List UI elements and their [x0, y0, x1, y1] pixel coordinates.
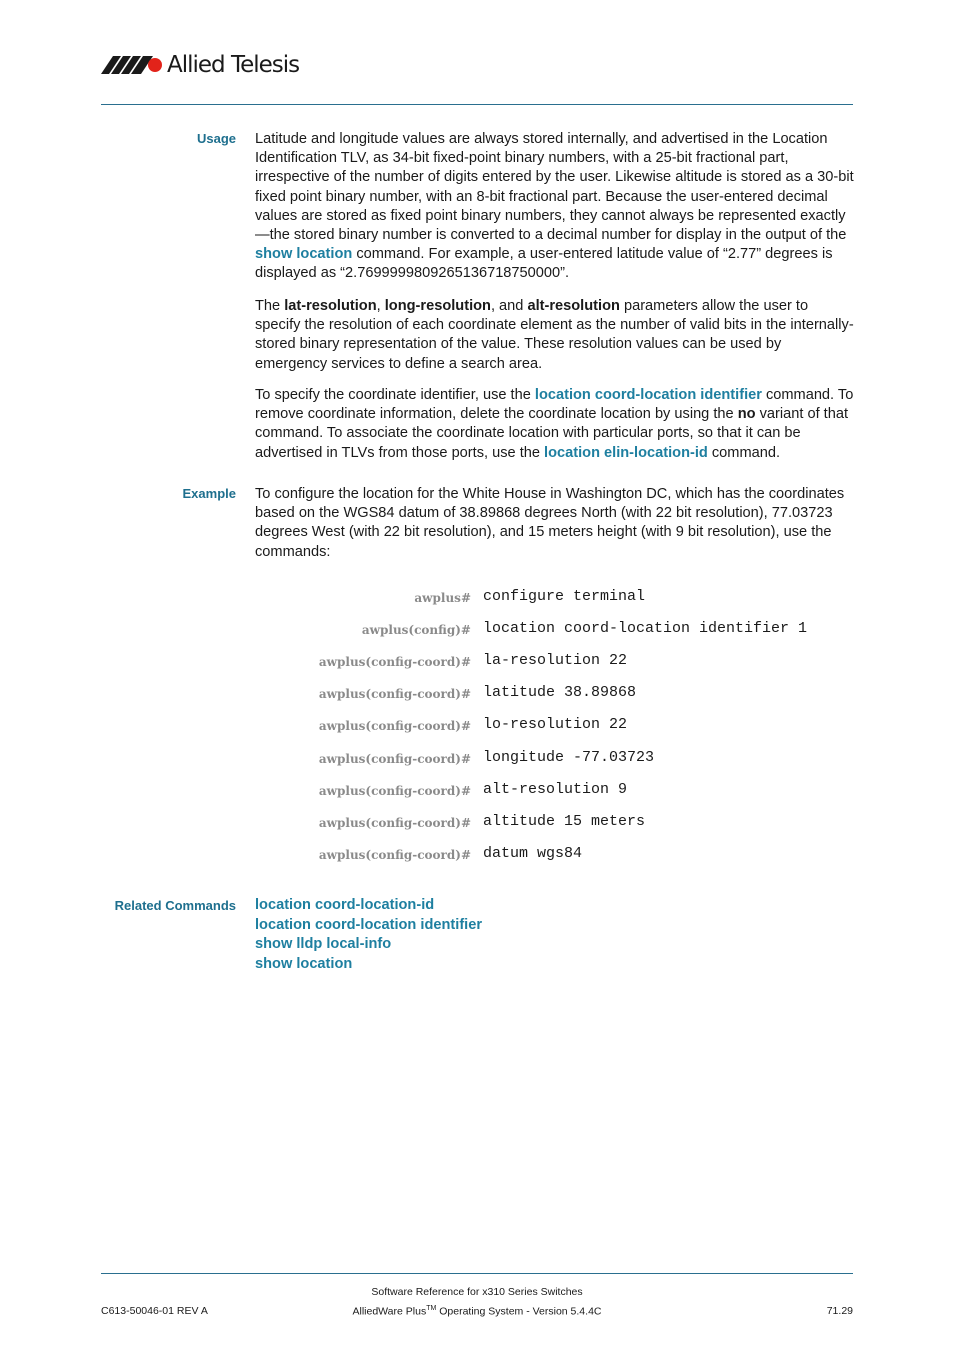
- related-link-location-coord-location-identifier[interactable]: location coord-location identifier: [255, 916, 483, 933]
- bold-keyword: alt-resolution: [527, 298, 620, 314]
- footer-page-number: 71.29: [826, 1305, 853, 1317]
- paragraph-text: parameters allow the user to specify the resolution of each coordinate element as the number of valid bits in the internally-stored binary representation of the value. These resolution values can be used by emergency services to define a search area.: [255, 298, 854, 372]
- paragraph-text: command. To remove coordinate information, delete the coordinate location by using the: [255, 387, 854, 423]
- header-rule: [101, 104, 853, 105]
- usage-label: Usage: [196, 131, 236, 146]
- cli-prompt: awplus(config-coord)#: [318, 783, 471, 798]
- footer-title: Software Reference for x310 Series Switches: [371, 1286, 583, 1298]
- cli-command: longitude -77.03723: [483, 748, 655, 766]
- cli-command: lo-resolution 22: [483, 716, 628, 734]
- cli-command: latitude 38.89868: [483, 684, 637, 702]
- usage-paragraph-2: [255, 297, 855, 374]
- cli-prompt: awplus#: [414, 591, 471, 605]
- bold-keyword: no: [737, 406, 756, 423]
- paragraph-text: ,: [376, 298, 385, 314]
- cli-prompt: awplus(config-coord)#: [318, 719, 471, 734]
- paragraph-text: The: [255, 298, 285, 314]
- logo-wordmark: Allied Telesis: [167, 52, 300, 78]
- cli-prompt: awplus(config)#: [361, 623, 471, 638]
- cli-command: datum wgs84: [483, 844, 583, 862]
- inline-command-link[interactable]: show location: [255, 246, 353, 263]
- paragraph-text: variant of that command. To associate the coordinate location with particular ports, so that it can be advertised in TLVs from those ports, use the: [255, 406, 849, 461]
- footer-os-version: AlliedWare Plus™ Operating System - Version 5.4.4C: [352, 1305, 602, 1318]
- related-link-show-lldp-local-info[interactable]: show lldp local-info: [255, 936, 392, 952]
- paragraph-text: Latitude and longitude values are always stored internally, and advertised in the Location Identification TLV, as 34-bit fixed-point binary numbers, with a 25-bit fractional part, irrespective of the number of digits entered by the user. Likewise altitude is stored as a 30-bit fixed point binary number, with an 8-bit fractional part. Because the user-entered decimal values are stored as fixed point binary numbers, they cannot always be represented exactly—the stored binary number is converted to a decimal number for display in the output of the: [255, 131, 854, 244]
- related-link-show-location[interactable]: show location: [255, 955, 353, 972]
- cli-command: la-resolution 22: [483, 652, 628, 670]
- usage-paragraph-1: [255, 130, 855, 284]
- footer-rule: [101, 1273, 853, 1274]
- cli-command: location coord-location identifier 1: [483, 620, 808, 638]
- cli-prompt: awplus(config-coord)#: [318, 815, 471, 830]
- cli-command: altitude 15 meters: [483, 812, 646, 830]
- cli-prompt: awplus(config-coord)#: [318, 847, 471, 862]
- cli-prompt: awplus(config-coord)#: [318, 655, 471, 670]
- paragraph-text: To specify the coordinate identifier, use the: [255, 387, 535, 403]
- cli-command: alt-resolution 9: [483, 780, 628, 798]
- usage-paragraph-3: [255, 386, 855, 463]
- example-paragraph: To configure the location for the White House in Washington DC, which has the coordinates based on the WGS84 datum of 38.89868 degrees North (with 22 bit resolution), 77.03723 degrees West (with 22 bit resolution), and 15 meters height (with 9 bit resolution), use the commands:: [255, 486, 845, 560]
- cli-prompt: awplus(config-coord)#: [318, 751, 471, 766]
- footer-doc-id: C613-50046-01 REV A: [101, 1305, 208, 1317]
- example-label: Example: [182, 486, 236, 501]
- bold-keyword: long-resolution: [384, 298, 491, 314]
- paragraph-text: command.: [707, 444, 781, 461]
- logo-mark-icon: [101, 54, 163, 76]
- allied-telesis-logo: [101, 52, 299, 78]
- bold-keyword: lat-resolution: [284, 298, 377, 314]
- paragraph-text: , and: [490, 298, 528, 314]
- trademark-superscript: TM: [426, 1305, 437, 1312]
- paragraph-text: command. For example, a user-entered latitude value of “2.77” degrees is displayed as “2.7699999809265136718750000”.: [255, 246, 833, 282]
- cli-prompt: awplus(config-coord)#: [318, 687, 471, 702]
- related-commands-label: Related Commands: [114, 898, 236, 913]
- related-commands-list: [255, 896, 482, 974]
- inline-command-link[interactable]: location elin-location-id: [544, 444, 708, 461]
- cli-command: configure terminal: [483, 588, 646, 605]
- inline-command-link[interactable]: location coord-location identifier: [534, 387, 762, 403]
- related-link-location-coord-location-id[interactable]: location coord-location-id: [255, 897, 435, 913]
